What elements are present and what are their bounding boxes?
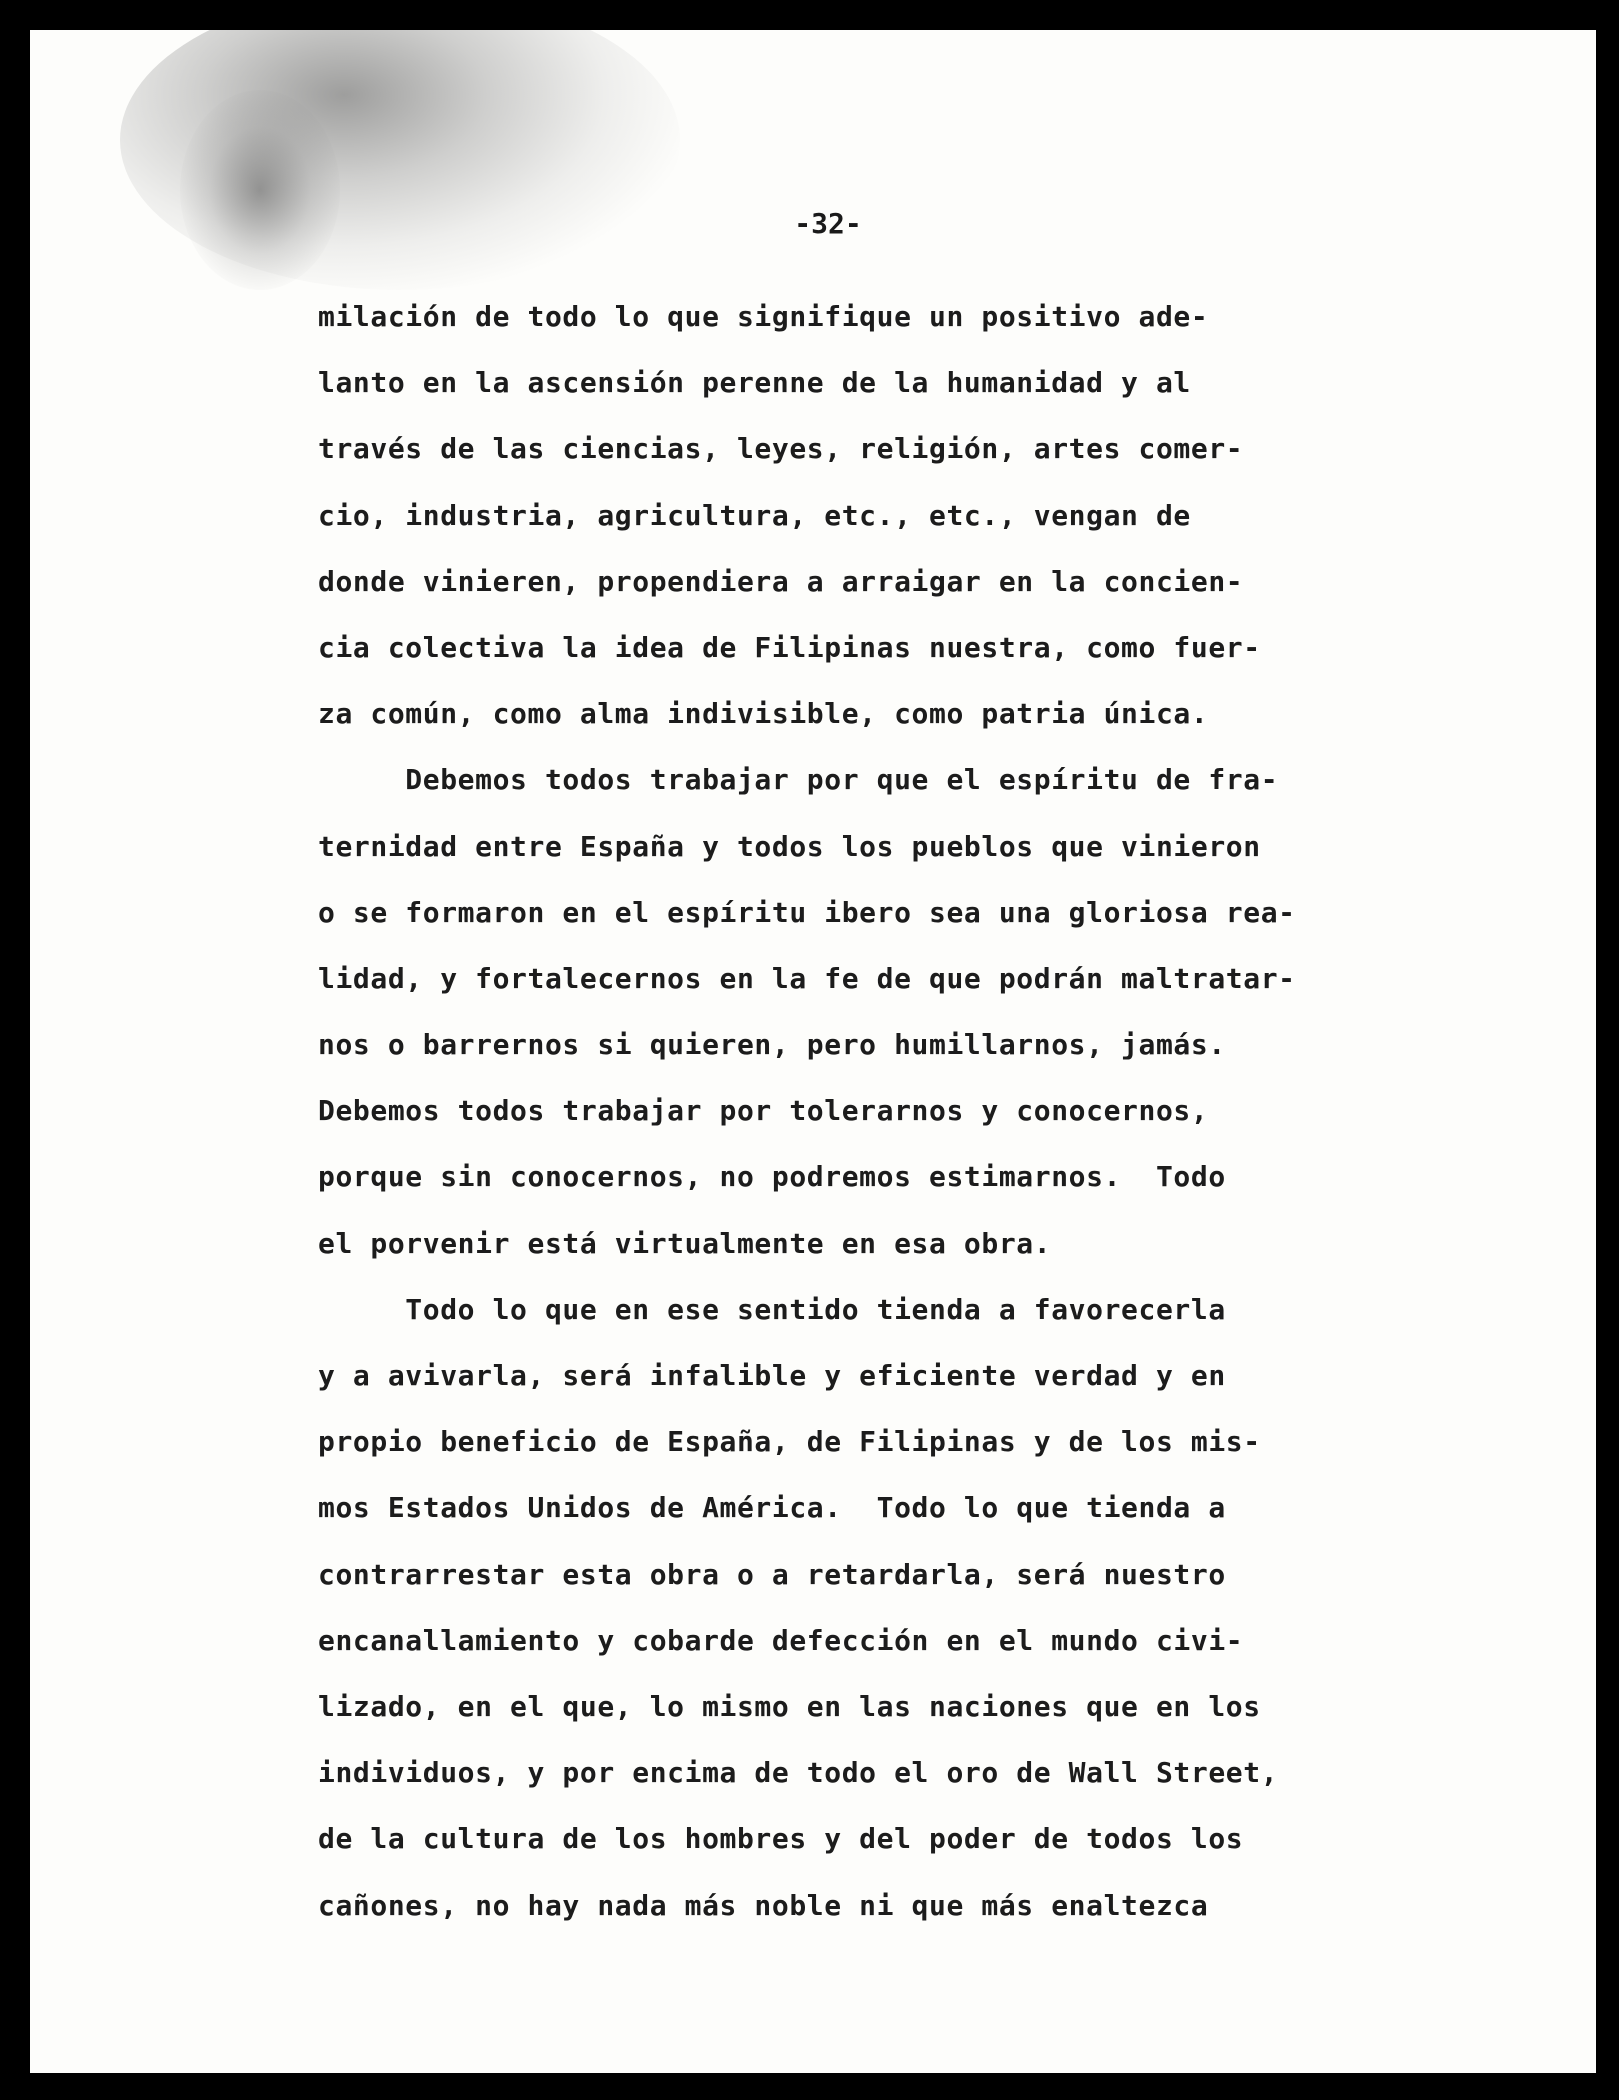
text-line: y a avivarla, será infalible y eficiente verdad y en: [318, 1359, 1226, 1392]
ink-smudge-dark: [180, 90, 340, 290]
text-line: el porvenir está virtualmente en esa obra.: [318, 1226, 1052, 1260]
text-line: través de las ciencias, leyes, religión, artes comer-: [318, 432, 1244, 466]
text-line: Debemos todos trabajar por que el espíritu de fra-: [318, 763, 1279, 797]
text-line: cañones, no hay nada más noble ni que más enaltezca: [318, 1888, 1209, 1922]
text-line: cia colectiva la idea de Filipinas nuestra, como fuer-: [318, 630, 1261, 664]
text-line: donde vinieren, propendiera a arraigar en la concien-: [318, 564, 1244, 598]
text-line: ternidad entre España y todos los pueblos que vinieron: [318, 829, 1261, 863]
text-line: lanto en la ascensión perenne de la humanidad y al: [318, 366, 1191, 400]
text-line: Todo lo que en ese sentido tienda a favorecerla: [318, 1292, 1226, 1326]
text-line: milación de todo lo que signifique un positivo ade-: [318, 300, 1209, 333]
text-line: Debemos todos trabajar por tolerarnos y conocernos,: [318, 1094, 1209, 1128]
text-line: nos o barrernos si quieren, pero humillarnos, jamás.: [318, 1028, 1226, 1062]
body-text: [318, 284, 1438, 1939]
text-line: de la cultura de los hombres y del poder de todos los: [318, 1822, 1244, 1856]
text-line: propio beneficio de España, de Filipinas y de los mis-: [318, 1425, 1261, 1459]
text-line: individuos, y por encima de todo el oro de Wall Street,: [318, 1756, 1279, 1790]
text-line: porque sin conocernos, no podremos estimarnos. Todo: [318, 1160, 1226, 1194]
text-line: o se formaron en el espíritu ibero sea una gloriosa rea-: [318, 895, 1296, 929]
document-page: [30, 30, 1596, 2073]
text-line: encanallamiento y cobarde defección en el mundo civi-: [318, 1623, 1244, 1657]
text-line: lizado, en el que, lo mismo en las naciones que en los: [318, 1689, 1261, 1723]
text-line: za común, como alma indivisible, como patria única.: [318, 697, 1209, 731]
text-line: contrarrestar esta obra o a retardarla, será nuestro: [318, 1557, 1226, 1591]
page-number: -32-: [794, 207, 862, 240]
text-line: lidad, y fortalecernos en la fe de que podrán maltratar-: [318, 961, 1296, 995]
text-line: cio, industria, agricultura, etc., etc., vengan de: [318, 498, 1191, 532]
text-line: mos Estados Unidos de América. Todo lo que tienda a: [318, 1491, 1226, 1525]
ink-smudge: [120, 30, 680, 290]
